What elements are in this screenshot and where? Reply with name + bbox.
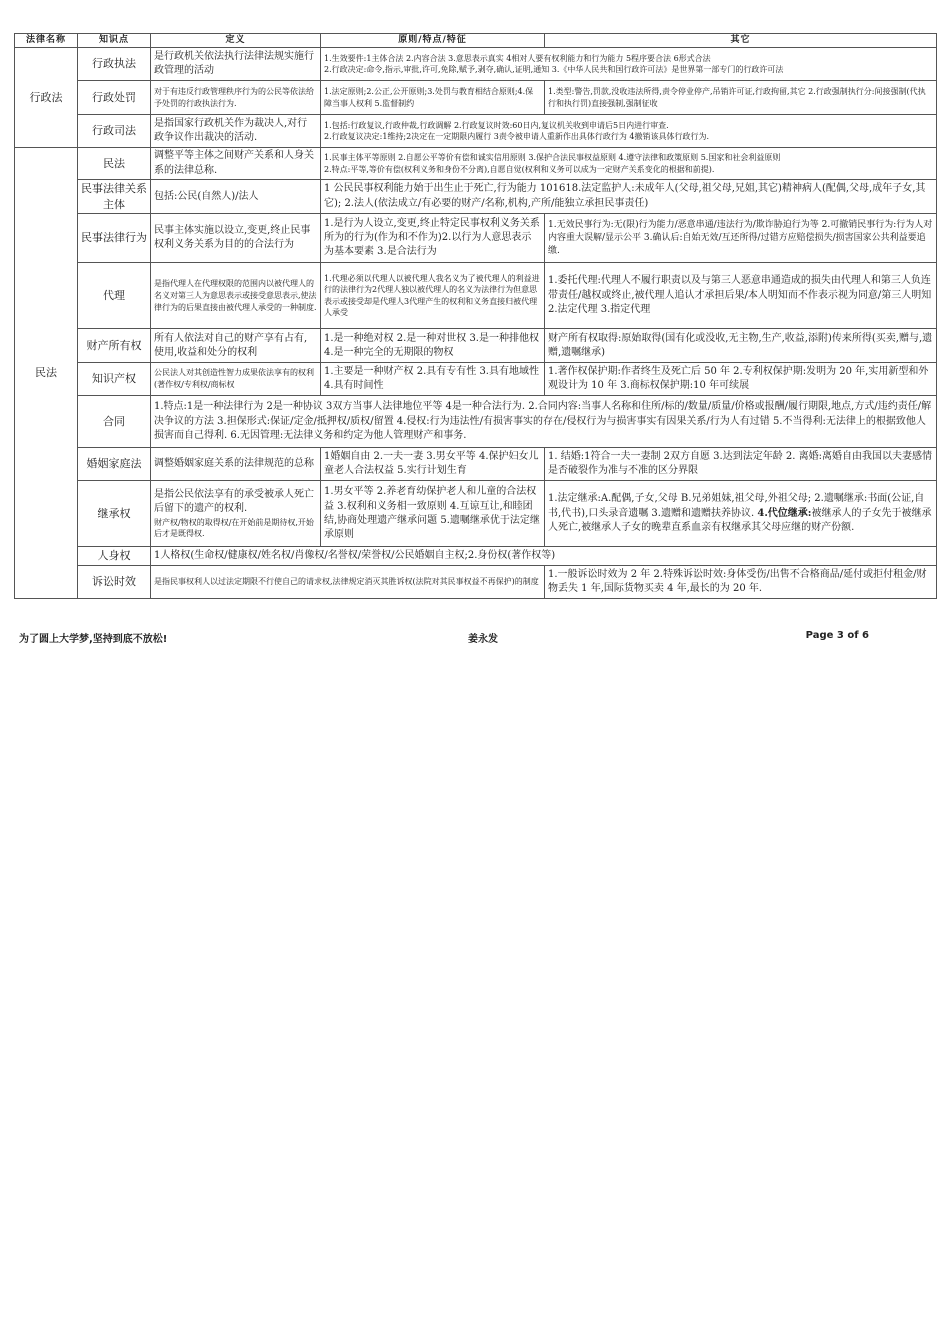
other-cell: 1.著作权保护期:作者终生及死亡后 50 年 2.专利权保护期:发明为 20 年,实用新型和外观设计为 10 年 3.商标权保护期:10 年可续展 <box>545 363 937 396</box>
table-row <box>15 81 937 115</box>
other-cell <box>545 481 937 547</box>
knowledge-point-cell: 行政司法 <box>78 115 151 148</box>
definition-cell: 是指国家行政机关作为裁决人,对行政争议作出裁决的活动. <box>151 115 321 148</box>
contract-content-cell: 1.特点:1是一种法律行为 2是一种协议 3双方当事人法律地位平等 4是一种合法行为. 2.合同内容:当事人名称和住所/标的/数量/质量/价格或报酬/履行期限,地点,方式/违约责任/解决争议的方法 3.担保形式:保证/定金/抵押权/质权/留置 4.侵权:行为违法性/有损害事实的存在/侵权行为与损害事实有因果关系/行为人有过错 5.不当得利:无法律上的根据致他人损害而自己得利. 6.无因管理:无法律义务和约定为他人管理财产和事务. <box>151 396 937 448</box>
definition-cell: 公民法人对其创造性智力成果依法享有的权利(著作权/专利权/商标权 <box>151 363 321 396</box>
definition-text: 是指公民依法享有的承受被承人死亡后留下的遗产的权利. <box>154 489 314 515</box>
other-cell: 财产所有权取得:原始取得(国有化或没收,无主物,生产,收益,添附)传来所得(买卖,赠与,遗赠,遗嘱继承) <box>545 329 937 363</box>
table-row <box>15 547 937 566</box>
other-text: 2.行政复议决定:1维持;2决定在一定期限内履行 3责令被申请人重新作出具体行政行为 4撤销该具体行政行为. <box>324 132 710 141</box>
principles-cell: 1.主要是一种财产权 2.具有专有性 3.具有地域性 4.具有时间性 <box>321 363 545 396</box>
knowledge-point-cell: 民事法律行为 <box>78 214 151 263</box>
other-cell: 1.类型:警告,罚款,没收违法所得,责令停业停产,吊销许可证,行政拘留,其它 2.行政强制执行分:间接强制(代执行和执行罚)直接强制,强制征收 <box>545 81 937 115</box>
principles-cell: 1.是行为人设立,变更,终止特定民事权利义务关系所为的行为(作为和不作为)2.以行为人意思表示为基本要素 3.是合法行为 <box>321 214 545 263</box>
definition-cell: 所有人依法对自己的财产享有占有,使用,收益和处分的权利 <box>151 329 321 363</box>
knowledge-point-cell: 婚姻家庭法 <box>78 448 151 481</box>
principles-other-cell: 1 公民民事权利能力始于出生止于死亡,行为能力 101618.法定监护人:未成年人(父母,祖父母,兄姐,其它)精神病人(配偶,父母,成年子女,其它); 2.法人(依法成立/有必要的财产/名称,机构,产所/能独立承担民事责任) <box>321 180 937 214</box>
principles-cell: 1婚姻自由 2.一夫一妻 3.男女平等 4.保护妇女儿童老人合法权益 5.实行计划生育 <box>321 448 545 481</box>
principles-cell: 1.男女平等 2.养老育幼保护老人和儿童的合法权益 3.权利和义务相一致原则 4.互谅互让,和睦团结,协商处理遗产继承问题 5.遗嘱继承优于法定继承原则 <box>321 481 545 547</box>
definition-cell: 是指代理人在代理权限的范围内以被代理人的名义对第三人为意思表示或接受意思表示,使法律行为的后果直接由被代理人承受的一种制度. <box>151 263 321 329</box>
page <box>14 33 936 599</box>
definition-cell: 对于有违反行政管理秩序行为的公民等依法给予处罚的行政执法行为. <box>151 81 321 115</box>
definition-cell <box>151 481 321 547</box>
principles-text: 1.民事主体平等原则 2.自愿公平等价有偿和诚实信用原则 3.保护合法民事权益原则 4.遵守法律和政策原则 5.国家和社会利益原则 <box>324 153 781 163</box>
definition-cell: 调整平等主体之间财产关系和人身关系的法律总称. <box>151 148 321 180</box>
other-text: 2.特点:平等,等价有偿(权利义务和身份不分离),自愿自觉(权利和义务可以成为一定财产关系变化的根据和前提). <box>324 164 715 174</box>
other-bold-text: 4.代位继承: <box>757 507 812 519</box>
table-row <box>15 180 937 214</box>
knowledge-point-cell: 诉讼时效 <box>78 565 151 598</box>
header-law-name: 法律名称 <box>15 34 78 48</box>
footer-author: 姜永发 <box>468 634 498 645</box>
law-name-cell: 民法 <box>15 148 78 599</box>
header-definition: 定义 <box>151 34 321 48</box>
law-name-cell: 行政法 <box>15 48 78 148</box>
footer-motto: 为了圆上大学梦,坚持到底不放松! <box>19 634 168 645</box>
other-tail-text: 被继承人的子女先于被继承人死亡,被继承人子女的晚辈直系血亲有权继承其父母应继的财产份额. <box>548 507 932 533</box>
table-row <box>15 363 937 396</box>
definition-note: 财产权/物权的取得权/在开始前是期待权,开始后才是既得权. <box>154 517 314 538</box>
other-cell: 1. 结婚:1符合一夫一妻制 2双方自愿 3.达到法定年龄 2. 离婚:离婚自由我国以夫妻感情是否破裂作为准与不准的区分界限 <box>545 448 937 481</box>
principles-cell: 1.代理必须以代理人以被代理人我名义为了被代理人的利益进行的法律行为2代理人独以被代理人的名义为法律行为但意思表示或接受却是代理人3代理产生的权利和义务直接归被代理人承受 <box>321 263 545 329</box>
header-principles: 原则/特点/特征 <box>321 34 545 48</box>
knowledge-point-cell: 民法 <box>78 148 151 180</box>
header-other: 其它 <box>545 34 937 48</box>
knowledge-point-cell: 行政处罚 <box>78 81 151 115</box>
table-row <box>15 396 937 448</box>
other-cell: 1.委托代理:代理人不履行职责以及与第三人恶意串通造成的损失由代理人和第三人负连带责任/越权或终止,被代理人追认才承担后果/本人明知而不作表示视为同意/第三人明知 2.法定代理 3.指定代理 <box>545 263 937 329</box>
table-row <box>15 48 937 81</box>
principles-cell: 1.是一种绝对权 2.是一种对世权 3.是一种排他权 4.是一种完全的无期限的物权 <box>321 329 545 363</box>
principles-other-cell <box>321 48 937 81</box>
knowledge-table <box>14 33 937 599</box>
definition-cell: 包括:公民(自然人)/法人 <box>151 180 321 214</box>
definition-cell: 是行政机关依法执行法律法规实施行政管理的活动 <box>151 48 321 81</box>
knowledge-point-cell: 人身权 <box>78 547 151 566</box>
knowledge-point-cell: 行政执法 <box>78 48 151 81</box>
definition-cell: 民事主体实施以设立,变更,终止民事权利义务关系为目的的合法行为 <box>151 214 321 263</box>
table-row <box>15 214 937 263</box>
knowledge-point-cell: 代理 <box>78 263 151 329</box>
knowledge-point-cell: 知识产权 <box>78 363 151 396</box>
definition-cell: 是指民事权利人以过法定期限不行使自己的请求权,法律规定消灭其胜诉权(法院对其民事权益不再保护)的制度 <box>151 565 545 598</box>
definition-cell: 调整婚姻家庭关系的法律规范的总称 <box>151 448 321 481</box>
principles-other-cell <box>321 148 937 180</box>
knowledge-point-cell: 民事法律关系主体 <box>78 180 151 214</box>
principles-text: 1.生效要件:1主体合法 2.内容合法 3.意思表示真实 4相对人要有权利能力和行为能力 5程序要合法 6形式合法 <box>324 53 711 63</box>
page-number: Page 3 of 6 <box>805 630 869 641</box>
table-row <box>15 481 937 547</box>
page-footer <box>19 630 869 644</box>
table-row <box>15 565 937 598</box>
table-row <box>15 263 937 329</box>
knowledge-point-cell: 继承权 <box>78 481 151 547</box>
knowledge-point-cell: 合同 <box>78 396 151 448</box>
table-row <box>15 329 937 363</box>
table-row <box>15 115 937 148</box>
other-cell: 1.一般诉讼时效为 2 年 2.特殊诉讼时效:身体受伤/出售不合格商品/延付或拒付租金/财物丢失 1 年,国际货物买卖 4 年,最长的为 20 年. <box>545 565 937 598</box>
header-row <box>15 34 937 48</box>
principles-other-cell <box>321 115 937 148</box>
personal-rights-cell: 1人格权(生命权/健康权/姓名权/肖像权/名誉权/荣誉权/公民婚姻自主权;2.身份权(著作权等) <box>151 547 937 566</box>
header-knowledge-point: 知识点 <box>78 34 151 48</box>
table-row <box>15 448 937 481</box>
other-text: 2.行政决定:命令,指示,审批,许可,免除,赋予,剥夺,确认,证明,通知 3.《中华人民共和国行政许可法》是世界第一部专门的行政许可法 <box>324 65 784 74</box>
other-cell: 1.无效民事行为:无(限)行为能力/恶意串通/违法行为/欺诈胁迫行为等 2.可撤销民事行为:行为人对内容重大误解/显示公平 3.确认后:自始无效/互还所得/过错方应赔偿损失/损害国家公共利益要追缴. <box>545 214 937 263</box>
principles-text: 1.包括:行政复议,行政仲裁,行政调解 2.行政复议时效:60日内,复议机关收到申请后5日内进行审查. <box>324 120 669 130</box>
knowledge-point-cell: 财产所有权 <box>78 329 151 363</box>
principles-cell: 1.法定原则;2.公正,公开原则;3.处罚与教育相结合原则;4.保障当事人权利 5.监督制约 <box>321 81 545 115</box>
other-text: 1.法定继承:A.配偶,子女,父母 B.兄弟姐妹,祖父母,外祖父母; 2.遗嘱继承:书面(公证,自书,代书),口头录音遗嘱 3.遗赠和遗赠扶养协议. <box>548 493 925 519</box>
table-row <box>15 148 937 180</box>
